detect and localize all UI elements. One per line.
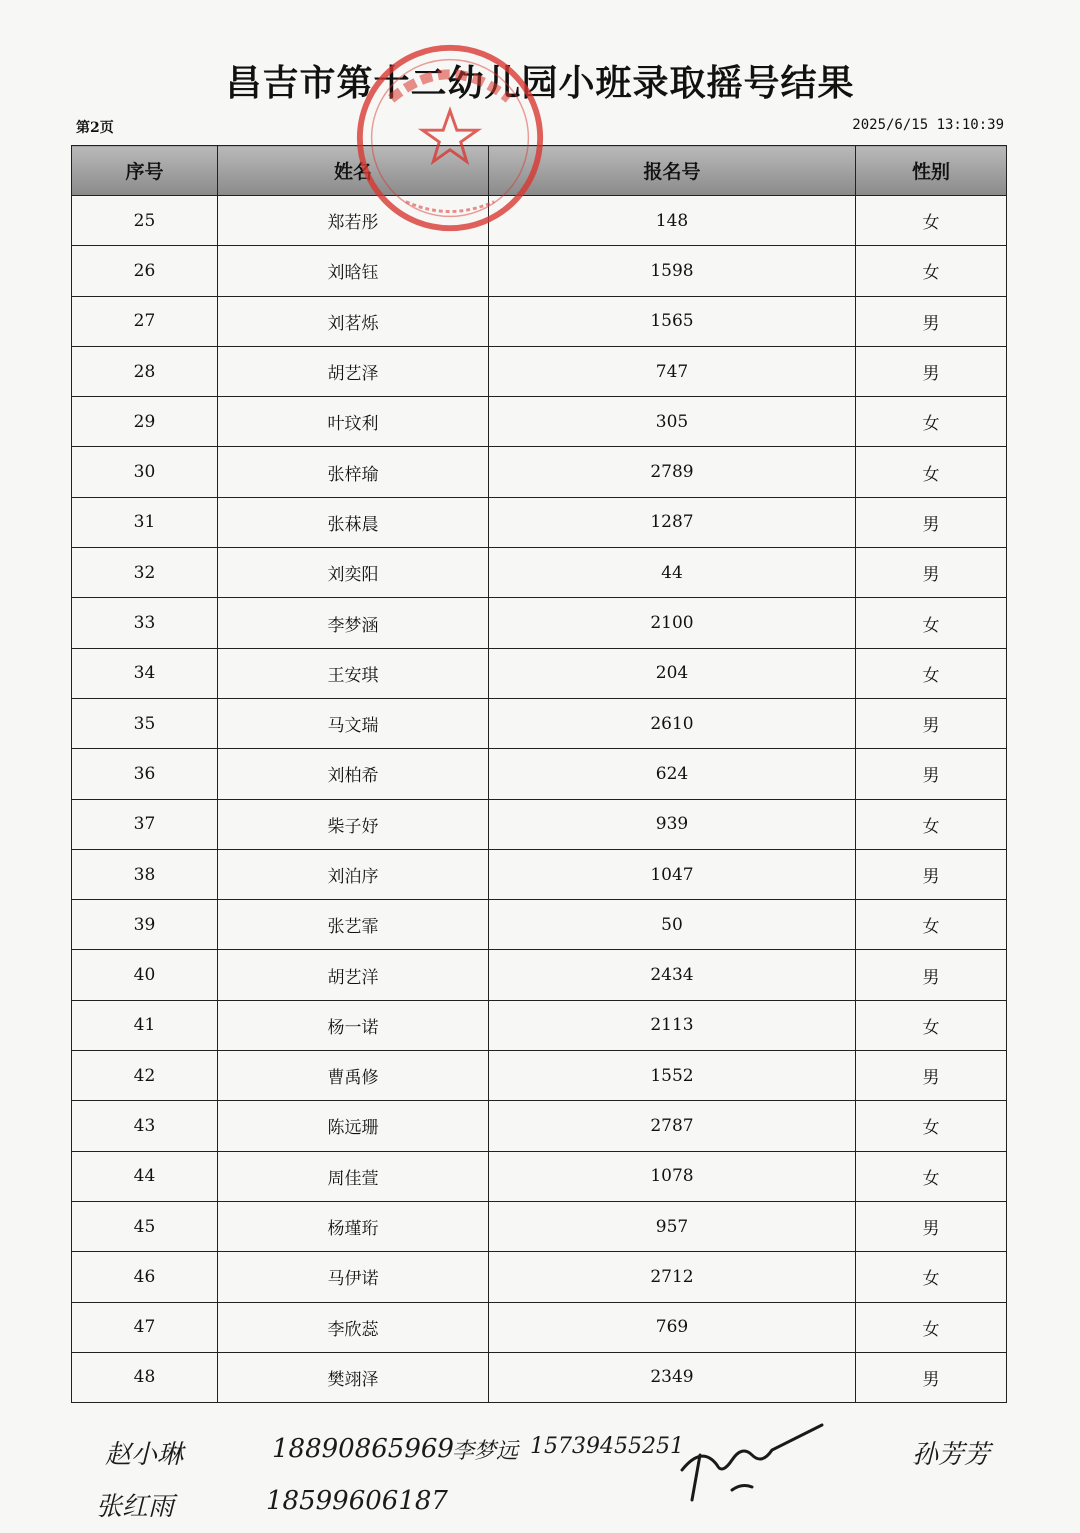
cell-reg-no: 2349 <box>489 1352 856 1402</box>
cell-gender: 男 <box>856 296 1007 346</box>
cell-seq: 34 <box>72 648 218 698</box>
cell-gender: 男 <box>856 548 1007 598</box>
cell-seq: 26 <box>72 246 218 296</box>
cell-gender: 男 <box>856 749 1007 799</box>
cell-gender: 女 <box>856 1252 1007 1302</box>
cell-seq: 32 <box>72 548 218 598</box>
cell-reg-no: 50 <box>489 900 856 950</box>
cell-reg-no: 2789 <box>489 447 856 497</box>
table-row <box>72 598 1007 648</box>
cell-reg-no: 939 <box>489 799 856 849</box>
table-row <box>72 1252 1007 1302</box>
cell-gender: 女 <box>856 1000 1007 1050</box>
cell-gender: 女 <box>856 1151 1007 1201</box>
header-gender: 性别 <box>856 146 1007 196</box>
cell-seq: 45 <box>72 1201 218 1251</box>
cell-seq: 43 <box>72 1101 218 1151</box>
cell-reg-no: 2610 <box>489 698 856 748</box>
cell-name: 杨瑾珩 <box>218 1201 489 1251</box>
cell-gender: 女 <box>856 900 1007 950</box>
cell-name: 陈远珊 <box>218 1101 489 1151</box>
cell-name: 叶玟利 <box>218 397 489 447</box>
header-reg-no: 报名号 <box>489 146 856 196</box>
cell-seq: 39 <box>72 900 218 950</box>
table-row <box>72 1201 1007 1251</box>
cell-name: 张艺霏 <box>218 900 489 950</box>
header-name: 姓名 <box>218 146 489 196</box>
cell-gender: 女 <box>856 447 1007 497</box>
cell-reg-no: 624 <box>489 749 856 799</box>
cell-name: 樊翊泽 <box>218 1352 489 1402</box>
cell-name: 曹禹修 <box>218 1051 489 1101</box>
cell-seq: 30 <box>72 447 218 497</box>
cell-seq: 42 <box>72 1051 218 1101</box>
table-row <box>72 698 1007 748</box>
cell-gender: 男 <box>856 950 1007 1000</box>
cell-seq: 44 <box>72 1151 218 1201</box>
cell-reg-no: 2712 <box>489 1252 856 1302</box>
cell-seq: 37 <box>72 799 218 849</box>
cell-name: 李欣蕊 <box>218 1302 489 1352</box>
cell-name: 马伊诺 <box>218 1252 489 1302</box>
cell-reg-no: 1287 <box>489 497 856 547</box>
table-header-row <box>72 146 1007 196</box>
table-row <box>72 296 1007 346</box>
cell-seq: 38 <box>72 849 218 899</box>
cell-gender: 男 <box>856 1201 1007 1251</box>
cell-gender: 女 <box>856 799 1007 849</box>
cell-name: 柴子妤 <box>218 799 489 849</box>
table-row <box>72 799 1007 849</box>
cell-reg-no: 305 <box>489 397 856 447</box>
table-row <box>72 1352 1007 1402</box>
cell-seq: 35 <box>72 698 218 748</box>
cell-gender: 女 <box>856 598 1007 648</box>
cell-reg-no: 2434 <box>489 950 856 1000</box>
signature-scribble-icon <box>672 1415 832 1515</box>
table-row <box>72 1051 1007 1101</box>
cell-reg-no: 957 <box>489 1201 856 1251</box>
table-row <box>72 246 1007 296</box>
cell-name: 胡艺泽 <box>218 346 489 396</box>
cell-gender: 男 <box>856 1051 1007 1101</box>
cell-seq: 27 <box>72 296 218 346</box>
cell-name: 郑若彤 <box>218 196 489 246</box>
cell-seq: 36 <box>72 749 218 799</box>
table-row <box>72 1151 1007 1201</box>
cell-name: 周佳萱 <box>218 1151 489 1201</box>
table-row <box>72 1101 1007 1151</box>
cell-reg-no: 1598 <box>489 246 856 296</box>
cell-name: 胡艺洋 <box>218 950 489 1000</box>
handwritten-phone-2: 15739455251 <box>530 1434 684 1459</box>
cell-gender: 女 <box>856 1101 1007 1151</box>
cell-gender: 女 <box>856 397 1007 447</box>
cell-reg-no: 2787 <box>489 1101 856 1151</box>
table-row <box>72 497 1007 547</box>
cell-seq: 29 <box>72 397 218 447</box>
cell-gender: 男 <box>856 346 1007 396</box>
table-row <box>72 397 1007 447</box>
table-row <box>72 749 1007 799</box>
cell-seq: 48 <box>72 1352 218 1402</box>
table-row <box>72 346 1007 396</box>
table-row <box>72 950 1007 1000</box>
cell-name: 张梓瑜 <box>218 447 489 497</box>
page-number: 第2页 <box>76 120 114 136</box>
cell-reg-no: 769 <box>489 1302 856 1352</box>
cell-name: 刘晗钰 <box>218 246 489 296</box>
cell-name: 杨一诺 <box>218 1000 489 1050</box>
table-row <box>72 1000 1007 1050</box>
handwritten-name-1: 赵小琳 <box>105 1440 184 1470</box>
handwritten-name-2: 李梦远 <box>452 1439 519 1464</box>
handwritten-name-4: 孙芳芳 <box>912 1440 991 1470</box>
cell-seq: 40 <box>72 950 218 1000</box>
header-seq: 序号 <box>72 146 218 196</box>
cell-seq: 33 <box>72 598 218 648</box>
cell-seq: 41 <box>72 1000 218 1050</box>
cell-name: 王安琪 <box>218 648 489 698</box>
cell-gender: 女 <box>856 648 1007 698</box>
cell-gender: 男 <box>856 497 1007 547</box>
document-title: 昌吉市第十二幼儿园小班录取摇号结果 <box>225 63 855 104</box>
cell-reg-no: 1078 <box>489 1151 856 1201</box>
cell-reg-no: 2100 <box>489 598 856 648</box>
cell-seq: 28 <box>72 346 218 396</box>
handwritten-name-3: 张红雨 <box>96 1492 175 1522</box>
cell-reg-no: 44 <box>489 548 856 598</box>
cell-gender: 女 <box>856 196 1007 246</box>
cell-seq: 47 <box>72 1302 218 1352</box>
timestamp: 2025/6/15 13:10:39 <box>852 117 1004 133</box>
cell-name: 马文瑞 <box>218 698 489 748</box>
cell-gender: 男 <box>856 849 1007 899</box>
cell-reg-no: 1552 <box>489 1051 856 1101</box>
results-table <box>71 145 1007 1403</box>
cell-name: 刘柏希 <box>218 749 489 799</box>
table-row <box>72 548 1007 598</box>
cell-reg-no: 747 <box>489 346 856 396</box>
cell-reg-no: 1047 <box>489 849 856 899</box>
cell-gender: 男 <box>856 698 1007 748</box>
cell-name: 刘泊序 <box>218 849 489 899</box>
cell-reg-no: 1565 <box>489 296 856 346</box>
cell-seq: 46 <box>72 1252 218 1302</box>
cell-seq: 31 <box>72 497 218 547</box>
cell-gender: 女 <box>856 1302 1007 1352</box>
table-row <box>72 196 1007 246</box>
table-row <box>72 849 1007 899</box>
cell-name: 刘奕阳 <box>218 548 489 598</box>
cell-name: 张菻晨 <box>218 497 489 547</box>
handwritten-phone-3: 18599606187 <box>266 1486 448 1516</box>
table-row <box>72 1302 1007 1352</box>
cell-reg-no: 148 <box>489 196 856 246</box>
cell-seq: 25 <box>72 196 218 246</box>
cell-reg-no: 204 <box>489 648 856 698</box>
table-row <box>72 900 1007 950</box>
handwritten-phone-1: 18890865969 <box>272 1434 454 1464</box>
cell-reg-no: 2113 <box>489 1000 856 1050</box>
cell-name: 刘茗烁 <box>218 296 489 346</box>
cell-gender: 女 <box>856 246 1007 296</box>
table-row <box>72 447 1007 497</box>
cell-gender: 男 <box>856 1352 1007 1402</box>
table-body <box>72 196 1007 1403</box>
cell-name: 李梦涵 <box>218 598 489 648</box>
table-row <box>72 648 1007 698</box>
